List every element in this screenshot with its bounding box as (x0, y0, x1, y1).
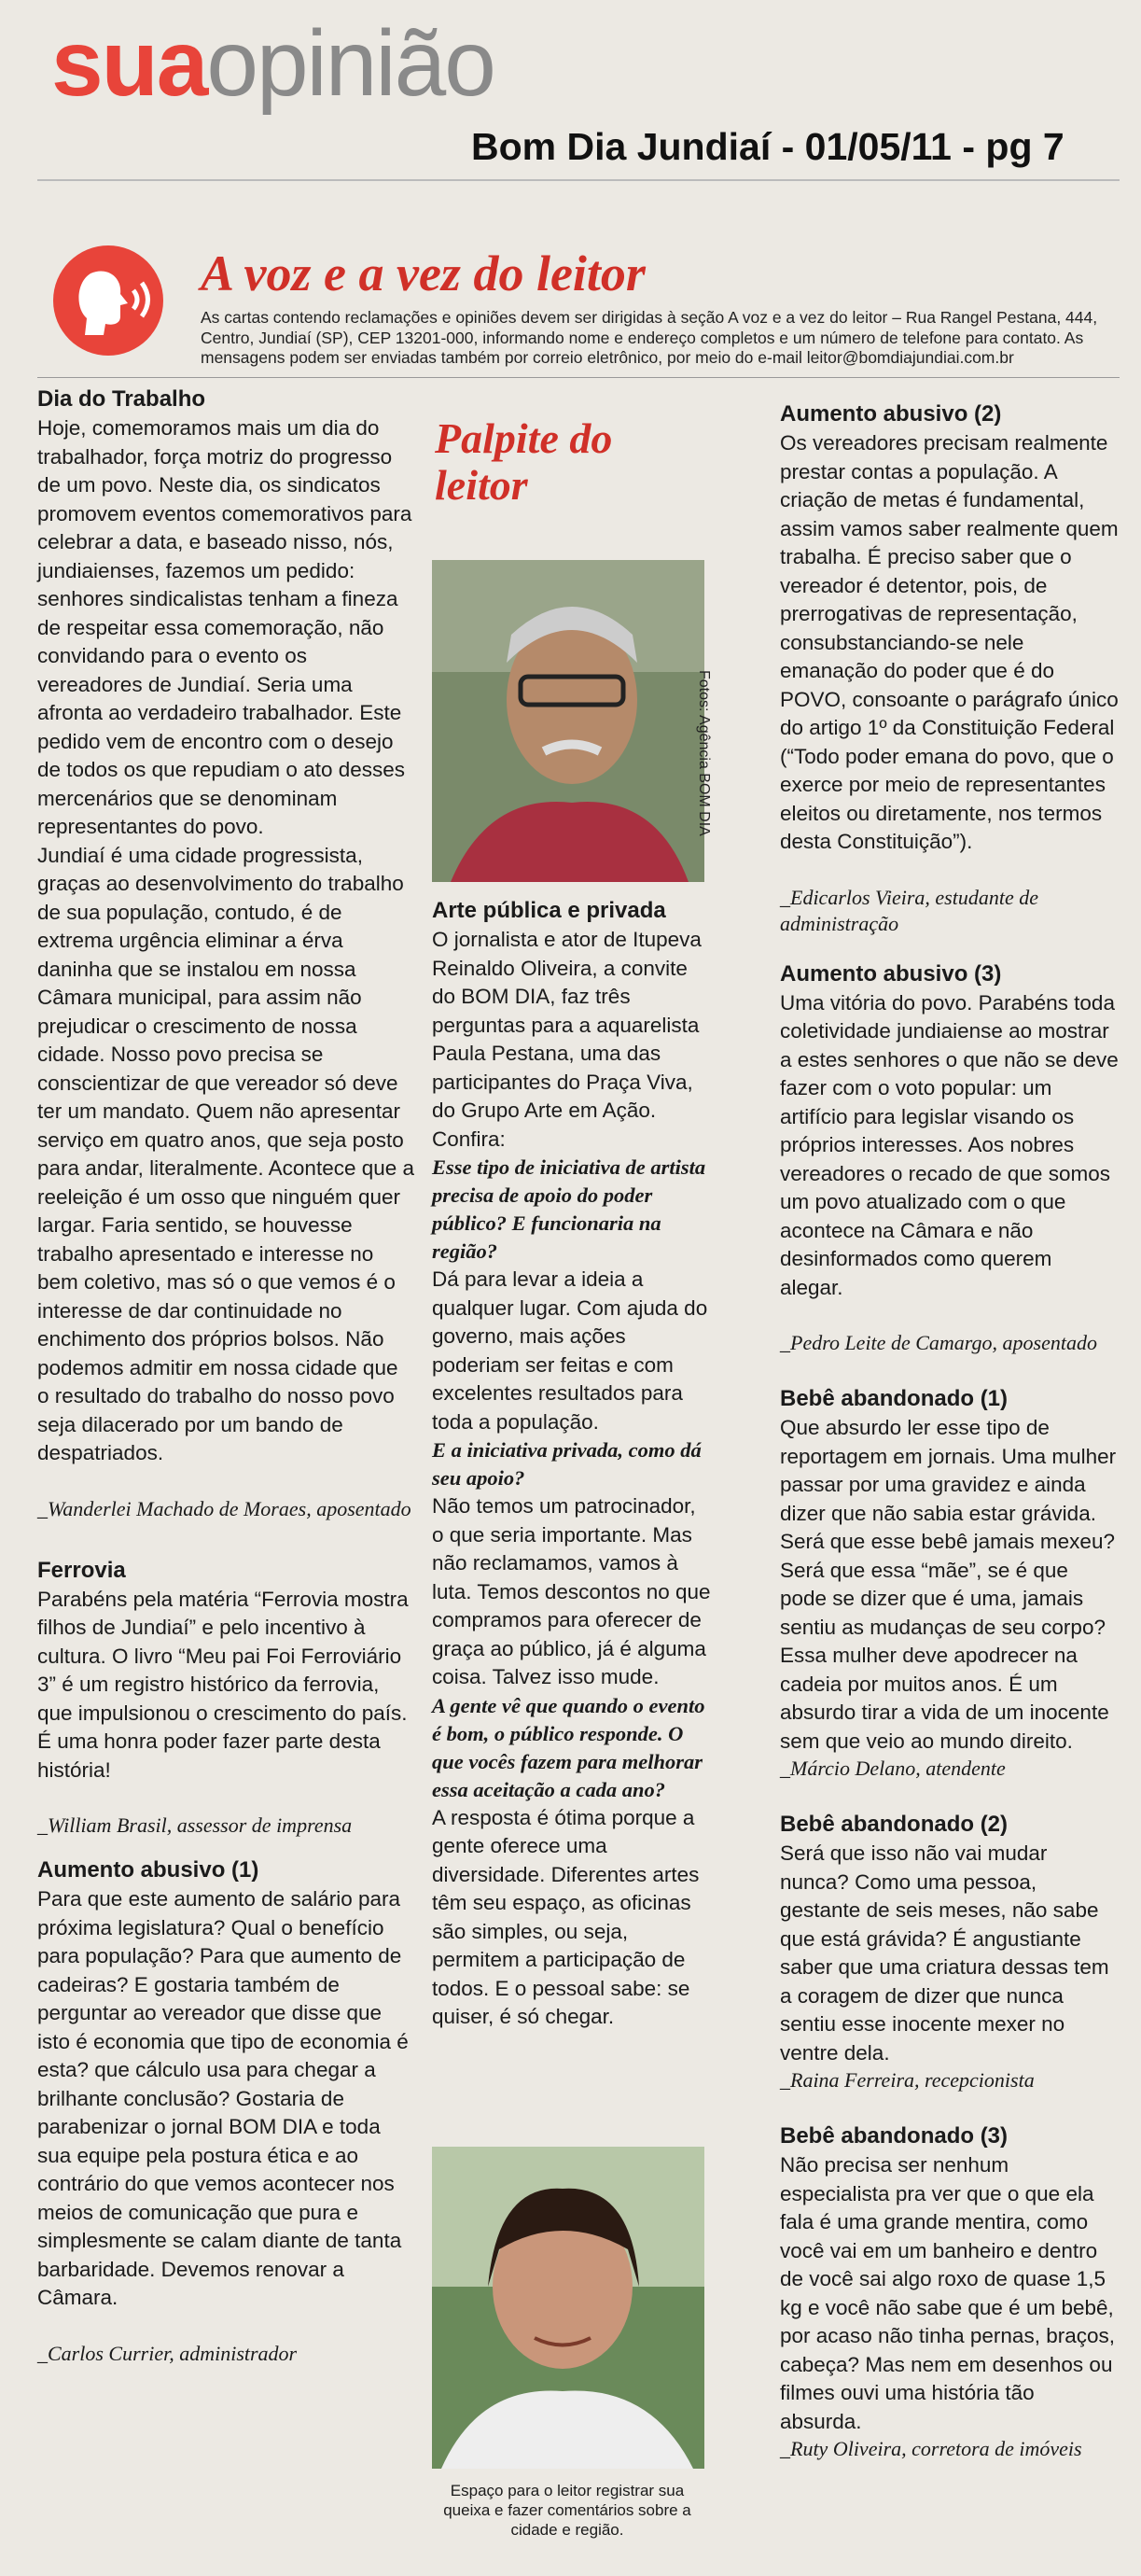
reinaldo-photo (432, 560, 704, 882)
letter-signature: _William Brasil, assessor de imprensa (37, 1813, 353, 1837)
interview-title: Arte pública e privada (432, 898, 666, 923)
letter-signature: _Pedro Leite de Camargo, aposentado (780, 1331, 1097, 1354)
photo-caption: Espaço para o leitor registrar sua queixa e fazer comentários sobre a cidade e região. (443, 2482, 691, 2539)
letter-signature: _Márcio Delano, atendente (780, 1757, 1006, 1780)
letter-signature: _Carlos Currier, administrador (37, 2341, 298, 2365)
divider (37, 179, 1120, 181)
interview-question: Esse tipo de iniciativa de artista precisa de apoio do poder público? E funcionaria na região? (432, 1155, 706, 1263)
speaker-logo (53, 245, 163, 356)
palpite-title: Palpite do leitor (435, 414, 613, 509)
letter-title: Ferrovia (37, 1557, 126, 1583)
divider (37, 377, 1120, 378)
column-intro: As cartas contendo reclamações e opiniões devem ser dirigidas à seção A voz e a vez do leitor – Rua Rangel Pestana, 444, Centro, Jundiaí (SP), CEP 13201-000, informando nome e endereço completos e um número de telefone para contato. As mensagens podem ser enviadas também por correio eletrônico, por meio do e-mail leitor@bomdiajundiai.com.br (201, 308, 1098, 367)
letters-column-1 (37, 385, 415, 2367)
letter-signature: _Wanderlei Machado de Moraes, aposentado (37, 1496, 411, 1520)
interview-intro: O jornalista e ator de Itupeva Reinaldo Oliveira, a convite do BOM DIA, faz três perguntas para a aquarelista Paula Pestana, uma das participantes do Praça Viva, do Grupo Arte em Ação. Confira: (432, 928, 702, 1151)
letter-title: Bebê abandonado (2) (780, 1812, 1009, 1837)
letter-title: Bebê abandonado (3) (780, 2123, 1009, 2149)
letter-body: Hoje, comemoramos mais um dia do trabalhador, força motriz do progresso de um povo. Neste dia, os sindicatos promovem eventos comemorativos para celebrar a data, e baseado nisso, nós, jundiaienses, fazemos um pedido: senhores sindicalistas tenham a fineza de respeitar essa comemoração, não convidando para o evento os vereadores de Jundiaí. Seria uma afronta ao verdadeiro trabalhador. Este pedido vem de encontro com o desejo de todos os que repudiam o ato desses mercenários que se denominam representantes do povo. (37, 416, 412, 838)
interview-answer: Não temos um patrocinador, o que seria importante. Mas não reclamamos, vamos à luta. Temos descontos no que compramos para oferecer de graça ao público, já é alguma coisa. Talvez isso mude. (432, 1494, 711, 1688)
interview-answer: Dá para levar a ideia a qualquer lugar. Com ajuda do governo, mais ações poderiam ser feitas e com excelentes resultados para toda a população. (432, 1267, 708, 1434)
letter-title: Aumento abusivo (3) (780, 960, 1002, 987)
letter-body: Será que isso não vai mudar nunca? Como uma pessoa, gestante de seis meses, não sabe que está grávida? É angustiante saber que uma criatura dessas tem a coragem de dizer que nunca sentiu esse inocente mexer no ventre dela. (780, 1841, 1109, 2065)
letter-body: Jundiaí é uma cidade progressista, graças ao desenvolvimento do trabalho de sua população, contudo, é de extrema urgência eliminar a érva daninha que se instalou em nossa Câmara municipal, para assim não prejudicar o crescimento de nossa cidade. Nosso povo precisa se conscientizar de que vereador só deve ter um mandato. Quem não apresentar serviço em quatro anos, que seja posto para andar, literalmente. Acontece que a reeleição é um osso que ninguém quer largar. Faria sentido, se houvesse trabalho apresentado e interesse no bem coletivo, mas só o que vemos é o interesse de dar continuidade no enchimento dos próprios bolsos. Não podemos admitir em nossa cidade que o resultado do trabalho do nosso povo seja dilacerado por um bando de despatriados. (37, 843, 415, 1464)
photo-credit: Fotos: Agência BOM DIA (696, 670, 712, 836)
interview-question: A gente vê que quando o evento é bom, o público responde. O que vocês fazem para melhorar essa aceitação a cada ano? (432, 1693, 705, 1801)
portrait-image (432, 2147, 704, 2469)
section-title: suaopinião (51, 11, 494, 116)
letter-signature: _Ruty Oliveira, corretora de imóveis (780, 2437, 1082, 2460)
speaking-head-icon (53, 245, 163, 356)
letter-signature: _Edicarlos Vieira, estudante de administração (780, 885, 1038, 935)
letter-body: Uma vitória do povo. Parabéns toda coletividade jundiaiense ao mostrar a estes senhores o que não se deve fazer com o voto popular: um artifício para legislar visando os próprios interesses. Aos nobres vereadores o recado de que somos um povo atualizado com o que acontece na Câmara e não desinformados como querem alegar. (780, 990, 1119, 1299)
letter-body: Parabéns pela matéria “Ferrovia mostra filhos de Jundiaí” e pelo incentivo à cultura. O livro “Meu pai Foi Ferroviário 3” é um registro histórico da ferrovia, que impulsionou o crescimento do país. É uma honra poder fazer parte desta história! (37, 1587, 409, 1782)
paula-photo (432, 2147, 704, 2469)
letter-title: Dia do Trabalho (37, 386, 206, 412)
column-title: A voz e a vez do leitor (201, 245, 646, 301)
interview-question: E a iniciativa privada, como dá seu apoio? (432, 1438, 702, 1490)
letter-body: Não precisa ser nenhum especialista pra ver que o que ela fala é uma grande mentira, como você vai em um banheiro e dentro de você sai algo roxo de quase 1,5 kg e você não sabe que é um bebê, por acaso não tinha pernas, braços, cabeça? Mas nem em desenhos ou filmes ouvi uma história tão absurda. (780, 2153, 1115, 2433)
letter-title: Bebê abandonado (1) (780, 1386, 1009, 1411)
letter-title: Aumento abusivo (2) (780, 401, 1002, 427)
letter-body: Que absurdo ler esse tipo de reportagem em jornais. Uma mulher passar por uma gravidez e ainda dizer que não sabia estar grávida. Será que esse bebê jamais mexeu? Será que essa “mãe”, se é que pode se dizer que é uma, jamais sentiu as mudanças de seu corpo? Essa mulher deve apodrecer na cadeia por muitos anos. É um absurdo tirar a vida de um inocente sem que veio ao mundo direito. (780, 1416, 1117, 1753)
interview-column (432, 896, 712, 2032)
portrait-image (432, 560, 704, 882)
letter-body: Os vereadores precisam realmente prestar contas a população. A criação de metas é fundamental, assim vamos saber realmente quem trabalha. É preciso saber que o vereador é detentor, pois, de prerrogativas de representação, consubstanciando-se nele emanação do poder que é do POVO, consoante o parágrafo único do artigo 1º da Constituição Federal (“Todo poder emana do povo, que o exerce por meio de representantes eleitos ou diretamente, nos termos desta Constituição”). (780, 431, 1119, 853)
interview-answer: A resposta é ótima porque a gente oferece uma diversidade. Diferentes artes têm seu espaço, as oficinas são simples, ou seja, permitem a participação de todos. E o pessoal sabe: se quiser, é só chegar. (432, 1805, 700, 2028)
letter-body: Para que este aumento de salário para próxima legislatura? Qual o benefício para população? Para que aumento de cadeiras? E gostaria também de perguntar ao vereador que disse que isto é economia que tipo de economia é esta? que cálculo usa para chegar a brilhante conclusão? Gostaria de parabenizar o jornal BOM DIA e toda sua equipe pela postura ética e ao contrário do que vemos acontecer nos meios de comunicação que pura e simplesmente se calam diante de tanta barbaridade. Devemos renovar a Câmara. (37, 1887, 409, 2309)
letter-signature: _Raina Ferreira, recepcionista (780, 2068, 1035, 2092)
letter-title: Aumento abusivo (1) (37, 1857, 259, 1883)
letters-column-3 (780, 399, 1120, 2462)
source-line: Bom Dia Jundiaí - 01/05/11 - pg 7 (471, 125, 1064, 168)
